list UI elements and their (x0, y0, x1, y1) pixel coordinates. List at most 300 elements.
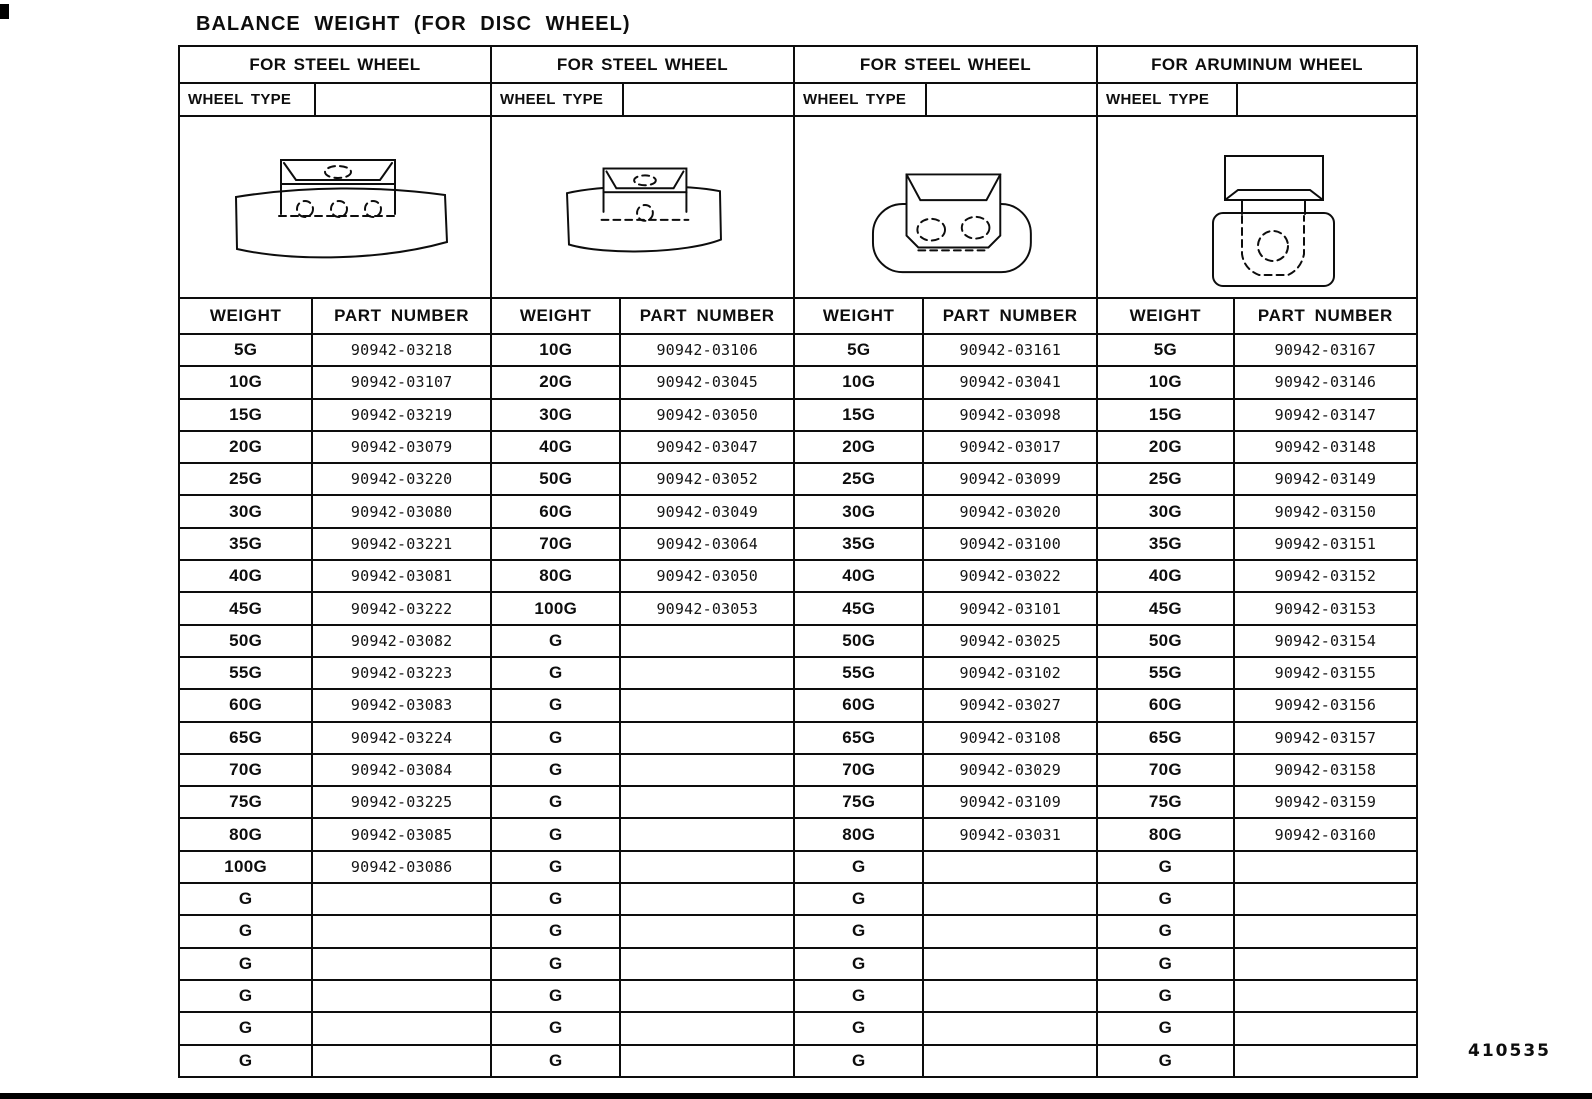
table-row (492, 819, 793, 851)
wheel-type-label: WHEEL TYPE (180, 84, 316, 115)
table-row (180, 819, 490, 851)
part-number-cell: 90942-03020 (959, 502, 1061, 521)
table-row (795, 852, 1096, 884)
table-row (1098, 432, 1416, 464)
table-row (795, 593, 1096, 625)
part-number-cell: 90942-03219 (350, 405, 453, 424)
part-number-cell: 90942-03099 (959, 470, 1061, 489)
column-header: FOR STEEL WHEEL (492, 47, 793, 84)
steel-weight-two-hole-icon (795, 118, 1096, 296)
table-row (492, 981, 793, 1013)
weight-column-header: WEIGHT (180, 299, 313, 333)
table-row (492, 690, 793, 722)
weight-cell: 10G (795, 367, 924, 397)
wheel-type-label: WHEEL TYPE (1098, 84, 1238, 115)
table-row (1098, 496, 1416, 528)
weight-cell: G (1098, 1013, 1235, 1043)
wheel-type-value-cell (316, 84, 490, 115)
part-number-cell (313, 981, 490, 1011)
table-row (492, 593, 793, 625)
part-number-cell: 90942-03022 (959, 567, 1061, 586)
weight-cell: 100G (492, 593, 621, 623)
wheel-weight-illustration-two-holes (795, 117, 1096, 299)
table-row (180, 787, 490, 819)
weight-cell: 45G (1098, 593, 1235, 623)
part-number-cell: 90942-03053 (656, 599, 758, 618)
part-number-cell: 90942-03107 (350, 373, 453, 392)
table-row (492, 496, 793, 528)
weight-cell: 55G (180, 658, 313, 688)
table-row (492, 432, 793, 464)
part-number-cell: 90942-03049 (656, 502, 758, 521)
part-number-cell: 90942-03225 (350, 793, 453, 812)
part-number-cell: 90942-03029 (959, 761, 1061, 779)
part-number-cell (313, 949, 490, 979)
table-row (180, 367, 490, 399)
table-row (180, 690, 490, 722)
wheel-weight-illustration-narrow-clip (492, 117, 793, 299)
wheel-type-row (1098, 84, 1416, 117)
table-row (180, 949, 490, 981)
part-number-cell (313, 1046, 490, 1076)
part-number-cell: 90942-03079 (350, 438, 453, 457)
table-row (492, 335, 793, 367)
table-row (1098, 464, 1416, 496)
part-number-cell: 90942-03050 (656, 567, 758, 586)
weight-cell: G (180, 1013, 313, 1043)
part-number-cell: 90942-03041 (959, 373, 1061, 392)
table-row (795, 432, 1096, 464)
weight-cell: 25G (795, 464, 924, 494)
weight-cell: G (492, 755, 621, 785)
weight-cell: 45G (795, 593, 924, 623)
weight-cell: 65G (180, 723, 313, 753)
part-number-cell: 90942-03100 (959, 534, 1061, 553)
part-number-cell (924, 1013, 1096, 1043)
part-number-cell (621, 981, 793, 1011)
table-row (1098, 787, 1416, 819)
part-number-cell: 90942-03085 (350, 825, 453, 844)
weight-cell: 60G (795, 690, 924, 720)
part-number-cell: 90942-03156 (1274, 696, 1377, 715)
table-row (795, 367, 1096, 399)
part-number-cell: 90942-03080 (350, 502, 453, 521)
table-row (180, 1013, 490, 1045)
weight-cell: G (795, 981, 924, 1011)
table-row (795, 949, 1096, 981)
weight-cell: G (1098, 949, 1235, 979)
table-row (795, 561, 1096, 593)
part-number-cell (621, 949, 793, 979)
weight-cell: G (492, 626, 621, 656)
weight-cell: 40G (492, 432, 621, 462)
part-number-cell: 90942-03098 (959, 405, 1061, 424)
part-number-cell: 90942-03158 (1274, 761, 1377, 779)
table-row (1098, 723, 1416, 755)
weight-cell: 5G (180, 335, 313, 365)
balance-weight-table (178, 45, 1418, 1078)
table-row (180, 496, 490, 528)
weight-cell: 80G (795, 819, 924, 849)
weight-cell: G (180, 949, 313, 979)
part-number-cell: 90942-03031 (959, 825, 1061, 844)
weight-cell: G (180, 916, 313, 946)
weight-cell: 70G (795, 755, 924, 785)
weight-cell: 40G (180, 561, 313, 591)
table-row (180, 464, 490, 496)
table-row (795, 464, 1096, 496)
weight-cell: 40G (795, 561, 924, 591)
part-number-cell (313, 884, 490, 914)
table-head (180, 299, 490, 335)
column-header: FOR STEEL WHEEL (180, 47, 490, 84)
wheel-type-row (795, 84, 1096, 117)
column-group-aluminum (1098, 47, 1416, 1076)
weight-cell: 30G (795, 496, 924, 526)
part-number-cell (313, 1013, 490, 1043)
weight-cell: 65G (1098, 723, 1235, 753)
weight-cell: G (795, 949, 924, 979)
column-group-steel-3 (795, 47, 1098, 1076)
weight-cell: G (492, 949, 621, 979)
table-row (1098, 819, 1416, 851)
column-group-steel-2 (492, 47, 795, 1076)
part-number-cell (313, 916, 490, 946)
part-number-cell: 90942-03150 (1274, 502, 1377, 521)
table-row (492, 723, 793, 755)
table-row (795, 755, 1096, 787)
part-number-cell: 90942-03160 (1274, 825, 1377, 844)
part-number-cell (621, 658, 793, 688)
part-number-cell: 90942-03106 (656, 341, 758, 360)
weight-cell: G (795, 1013, 924, 1043)
weight-cell: 75G (795, 787, 924, 817)
table-row (180, 658, 490, 690)
part-number-cell (621, 755, 793, 785)
part-number-cell (1235, 1046, 1416, 1076)
weight-cell: G (795, 884, 924, 914)
weight-cell: 45G (180, 593, 313, 623)
weight-cell: 15G (1098, 400, 1235, 430)
rows-container (1098, 335, 1416, 1076)
weight-cell: G (1098, 884, 1235, 914)
part-number-cell (621, 819, 793, 849)
weight-cell: 50G (492, 464, 621, 494)
part-number-cell: 90942-03086 (350, 857, 453, 876)
table-head (1098, 299, 1416, 335)
weight-cell: 40G (1098, 561, 1235, 591)
part-number-cell (621, 884, 793, 914)
table-row (795, 916, 1096, 948)
table-row (180, 593, 490, 625)
part-number-cell: 90942-03221 (350, 534, 453, 553)
scan-edge-mark (0, 4, 9, 19)
part-number-cell: 90942-03146 (1274, 373, 1377, 392)
weight-cell: 15G (795, 400, 924, 430)
wheel-type-row (180, 84, 490, 117)
table-row (180, 529, 490, 561)
part-number-cell: 90942-03050 (656, 405, 758, 424)
weight-column-header: WEIGHT (1098, 299, 1235, 333)
table-row (795, 1046, 1096, 1076)
table-row (795, 658, 1096, 690)
table-row (180, 916, 490, 948)
wheel-weight-illustration-aluminum (1098, 117, 1416, 299)
part-number-column-header: PART NUMBER (639, 306, 775, 325)
part-number-cell (621, 723, 793, 753)
column-header: FOR STEEL WHEEL (795, 47, 1096, 84)
weight-cell: 30G (180, 496, 313, 526)
weight-cell: 60G (180, 690, 313, 720)
weight-cell: 75G (1098, 787, 1235, 817)
table-row (180, 723, 490, 755)
part-number-column-header: PART NUMBER (1257, 306, 1393, 325)
table-row (1098, 658, 1416, 690)
weight-cell: 55G (795, 658, 924, 688)
weight-cell: 60G (1098, 690, 1235, 720)
part-number-cell: 90942-03151 (1274, 534, 1377, 553)
table-row (492, 367, 793, 399)
part-number-cell: 90942-03154 (1274, 631, 1377, 650)
table-row (795, 626, 1096, 658)
weight-cell: 70G (492, 529, 621, 559)
weight-cell: 35G (1098, 529, 1235, 559)
part-number-cell (621, 916, 793, 946)
table-row (1098, 949, 1416, 981)
table-row (492, 755, 793, 787)
table-row (180, 755, 490, 787)
rows-container (492, 335, 793, 1076)
table-row (180, 561, 490, 593)
table-row (1098, 367, 1416, 399)
weight-cell: G (492, 981, 621, 1011)
part-number-cell: 90942-03147 (1274, 405, 1377, 424)
weight-column-header: WEIGHT (492, 299, 621, 333)
weight-cell: 10G (180, 367, 313, 397)
part-number-cell: 90942-03161 (959, 341, 1061, 360)
wheel-type-value-cell (1238, 84, 1416, 115)
wheel-type-value-cell (624, 84, 793, 115)
steel-weight-wide-icon (183, 118, 488, 296)
scan-bottom-edge (0, 1093, 1592, 1099)
table-row (180, 981, 490, 1013)
table-row (1098, 852, 1416, 884)
wheel-type-value-cell (927, 84, 1096, 115)
column-group-steel-1 (180, 47, 492, 1076)
weight-cell: G (795, 916, 924, 946)
weight-cell: 10G (1098, 367, 1235, 397)
table-row (795, 787, 1096, 819)
rows-container (795, 335, 1096, 1076)
weight-cell: 75G (180, 787, 313, 817)
table-row (795, 981, 1096, 1013)
part-number-cell: 90942-03082 (350, 631, 453, 650)
weight-cell: 50G (795, 626, 924, 656)
weight-cell: G (1098, 981, 1235, 1011)
weight-cell: 15G (180, 400, 313, 430)
weight-cell: 10G (492, 335, 621, 365)
weight-cell: G (180, 981, 313, 1011)
table-row (180, 432, 490, 464)
part-number-column-header: PART NUMBER (334, 306, 470, 325)
part-number-cell: 90942-03223 (350, 664, 453, 683)
weight-cell: 60G (492, 496, 621, 526)
part-number-cell: 90942-03081 (350, 567, 453, 586)
table-row (492, 787, 793, 819)
part-number-cell (924, 981, 1096, 1011)
table-row (795, 400, 1096, 432)
table-row (492, 852, 793, 884)
part-number-cell: 90942-03027 (959, 696, 1061, 715)
table-head (492, 299, 793, 335)
table-row (795, 723, 1096, 755)
weight-cell: 50G (180, 626, 313, 656)
steel-weight-narrow-icon (492, 118, 793, 296)
part-number-cell: 90942-03109 (959, 793, 1061, 812)
weight-cell: 55G (1098, 658, 1235, 688)
part-number-cell: 90942-03108 (959, 728, 1061, 747)
weight-cell: 70G (1098, 755, 1235, 785)
part-number-cell: 90942-03157 (1274, 728, 1377, 747)
table-row (492, 1046, 793, 1076)
part-number-cell: 90942-03084 (350, 761, 453, 779)
part-number-cell: 90942-03052 (656, 470, 758, 489)
weight-cell: 30G (1098, 496, 1235, 526)
table-row (492, 884, 793, 916)
part-number-cell (1235, 852, 1416, 882)
part-number-cell (924, 949, 1096, 979)
table-row (1098, 561, 1416, 593)
table-row (795, 335, 1096, 367)
weight-cell: G (180, 884, 313, 914)
weight-cell: 20G (492, 367, 621, 397)
weight-cell: G (492, 884, 621, 914)
table-row (180, 335, 490, 367)
part-number-cell (621, 1013, 793, 1043)
part-number-cell (1235, 916, 1416, 946)
weight-cell: 20G (1098, 432, 1235, 462)
weight-cell: G (1098, 1046, 1235, 1076)
table-row (492, 1013, 793, 1045)
weight-cell: 80G (180, 819, 313, 849)
table-row (180, 400, 490, 432)
part-number-cell (924, 852, 1096, 882)
weight-cell: G (492, 852, 621, 882)
part-number-cell (621, 690, 793, 720)
table-row (492, 561, 793, 593)
wheel-weight-illustration-wide-clip (180, 117, 490, 299)
part-number-cell: 90942-03149 (1274, 470, 1377, 489)
table-row (795, 884, 1096, 916)
table-row (1098, 755, 1416, 787)
part-number-cell (1235, 1013, 1416, 1043)
column-header: FOR ARUMINUM WHEEL (1098, 47, 1416, 84)
part-number-cell (924, 1046, 1096, 1076)
part-number-cell (924, 884, 1096, 914)
part-number-cell: 90942-03222 (350, 599, 453, 618)
part-number-column-header: PART NUMBER (942, 306, 1078, 325)
table-row (492, 626, 793, 658)
weight-cell: 35G (795, 529, 924, 559)
part-number-cell: 90942-03064 (656, 534, 758, 553)
part-number-cell: 90942-03155 (1274, 664, 1377, 683)
table-row (180, 852, 490, 884)
weight-cell: 25G (180, 464, 313, 494)
table-row (492, 658, 793, 690)
wheel-type-label: WHEEL TYPE (795, 84, 927, 115)
document-number: 410535 (1468, 1041, 1551, 1061)
aluminum-weight-icon (1105, 118, 1410, 296)
part-number-cell: 90942-03025 (959, 631, 1061, 650)
weight-cell: G (1098, 916, 1235, 946)
table-row (1098, 400, 1416, 432)
weight-cell: G (1098, 852, 1235, 882)
weight-column-header: WEIGHT (795, 299, 924, 333)
weight-cell: G (492, 658, 621, 688)
table-row (1098, 690, 1416, 722)
table-row (492, 400, 793, 432)
weight-cell: 80G (1098, 819, 1235, 849)
wheel-type-label: WHEEL TYPE (492, 84, 624, 115)
table-row (1098, 884, 1416, 916)
part-number-cell (621, 787, 793, 817)
table-row (180, 884, 490, 916)
weight-cell: 5G (795, 335, 924, 365)
weight-cell: G (492, 1046, 621, 1076)
part-number-cell (621, 852, 793, 882)
table-row (1098, 335, 1416, 367)
weight-cell: 70G (180, 755, 313, 785)
part-number-cell: 90942-03167 (1274, 341, 1377, 360)
rows-container (180, 335, 490, 1076)
part-number-cell (621, 626, 793, 656)
part-number-cell: 90942-03218 (350, 341, 453, 360)
weight-cell: G (492, 787, 621, 817)
part-number-cell (621, 1046, 793, 1076)
table-row (795, 819, 1096, 851)
table-row (795, 496, 1096, 528)
weight-cell: G (492, 723, 621, 753)
part-number-cell: 90942-03102 (959, 664, 1061, 683)
table-row (1098, 1046, 1416, 1076)
table-row (1098, 529, 1416, 561)
part-number-cell: 90942-03220 (350, 470, 453, 489)
weight-cell: G (492, 819, 621, 849)
table-row (1098, 626, 1416, 658)
weight-cell: 100G (180, 852, 313, 882)
weight-cell: 20G (180, 432, 313, 462)
weight-cell: G (492, 916, 621, 946)
weight-cell: G (180, 1046, 313, 1076)
page-title: BALANCE WEIGHT (FOR DISC WHEEL) (196, 13, 631, 35)
table-row (492, 949, 793, 981)
weight-cell: 30G (492, 400, 621, 430)
part-number-cell (1235, 884, 1416, 914)
table-row (795, 1013, 1096, 1045)
part-number-cell (924, 916, 1096, 946)
table-row (492, 916, 793, 948)
weight-cell: 20G (795, 432, 924, 462)
weight-cell: G (492, 1013, 621, 1043)
table-row (1098, 593, 1416, 625)
part-number-cell: 90942-03083 (350, 696, 453, 715)
table-row (180, 626, 490, 658)
table-row (1098, 1013, 1416, 1045)
part-number-cell: 90942-03045 (656, 373, 758, 392)
part-number-cell: 90942-03148 (1274, 438, 1377, 457)
part-number-cell: 90942-03224 (350, 728, 453, 747)
part-number-cell: 90942-03153 (1274, 599, 1377, 618)
